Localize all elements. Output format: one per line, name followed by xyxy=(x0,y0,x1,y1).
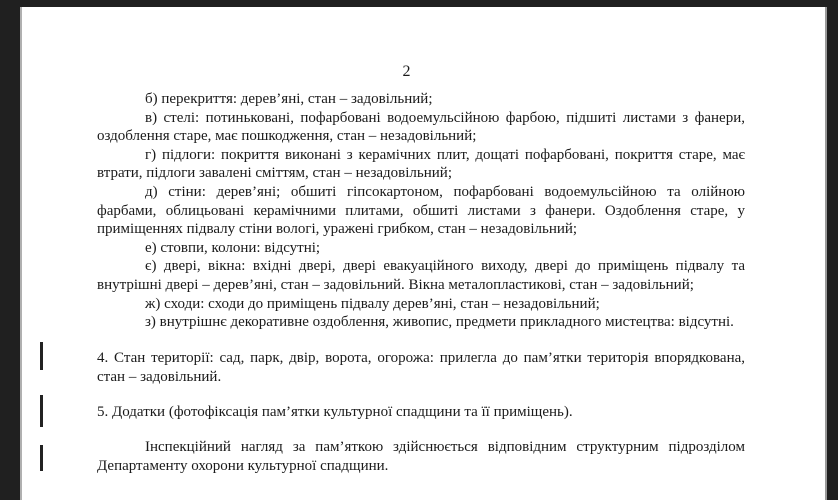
item-zh: ж) сходи: сходи до приміщень підвалу дерев’яні, стан – незадовільний; xyxy=(145,295,600,312)
item-b: б) перекриття: дерев’яні, стан – задовільний; xyxy=(145,91,433,107)
closing-paragraph xyxy=(97,438,745,475)
item-ye: є) двері, вікна: вхідні двері, двері евакуаційного виходу, двері до приміщень підвалу та внутрішні двері – дерев’яні, стан – задовільний. Вікна металопластикові, стан – задовільний; xyxy=(97,258,745,293)
section-4-text: 4. Стан території: сад, парк, двір, ворота, огорожа: прилегла до пам’ятки територія впорядкована, стан – задовільний. xyxy=(97,350,745,385)
document-page xyxy=(22,7,825,500)
scan-frame-top xyxy=(0,0,838,7)
scan-mark xyxy=(40,395,43,427)
scan-frame-right-edge xyxy=(825,7,827,500)
section-5-text: 5. Додатки (фотофіксація пам’ятки культурної спадщини та її приміщень). xyxy=(97,404,573,420)
scan-mark xyxy=(40,342,43,370)
item-z: з) внутрішнє декоративне оздоблення, живопис, предмети прикладного мистецтва: відсутні. xyxy=(145,314,734,331)
section-5 xyxy=(97,403,745,422)
scan-mark xyxy=(40,445,43,471)
item-v: в) стелі: потиньковані, пофарбовані водоемульсійною фарбою, підшиті листами з фанери, оздоблення старе, має пошкодження, стан – незадовільний; xyxy=(97,109,745,145)
page-number: 2 xyxy=(402,63,411,80)
section-4 xyxy=(97,349,745,386)
item-d: д) стіни: дерев’яні; обшиті гіпсокартоном, пофарбовані водоемульсійною та олійною фарбами, облицьовані керамічними плитами, обшиті листами з фанери. Оздоблення старе, у приміщеннях підвалу стіни вологі, уражені грибком, стан – незадовільний; xyxy=(97,183,745,238)
item-e: е) стовпи, колони: відсутні; xyxy=(145,239,321,256)
items-list xyxy=(97,90,745,332)
scan-frame-right xyxy=(827,0,838,500)
item-h: г) підлоги: покриття виконані з керамічних плит, дощаті пофарбовані, покриття старе, має втрати, підлоги завалені сміттям, стан – незадовільний; xyxy=(97,146,745,182)
closing-text: Інспекційний нагляд за пам’яткою здійснюється відповідним структурним підрозділом Департаменту охорони культурної спадщини. xyxy=(97,439,745,474)
